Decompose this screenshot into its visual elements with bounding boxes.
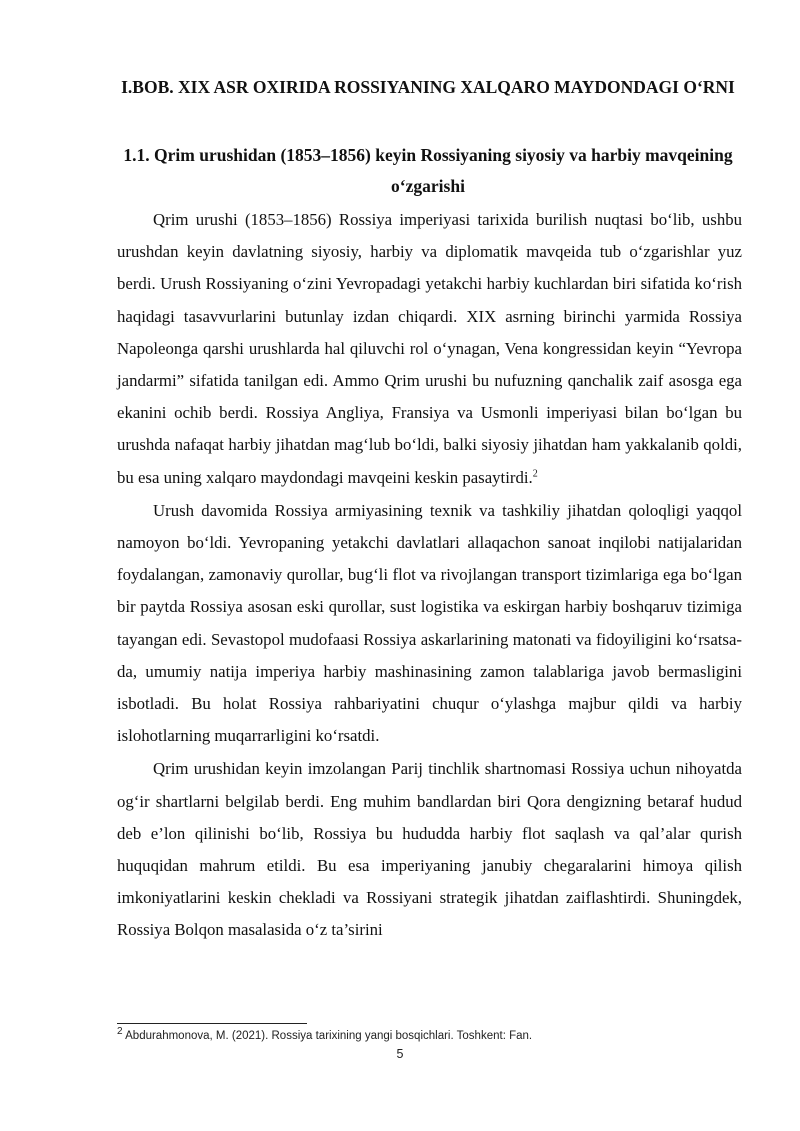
chapter-title: I.BOB. XIX ASR OXIRIDA ROSSIYANING XALQARO MAYDONDAGI O‘RNI <box>121 77 735 97</box>
section-title: 1.1. Qrim urushidan (1853–1856) keyin Rossiyaning siyosiy va harbiy mavqeining o‘zgarishi <box>123 145 733 196</box>
footnote-marker: 2 <box>117 1026 123 1038</box>
body-text <box>117 204 742 947</box>
paragraph-2: Urush davomida Rossiya armiyasining texnik va tashkiliy jihatdan qoloqligi yaqqol namoyon bo‘ldi. Yevropaning yetakchi davlatlari allaqachon sanoat inqilobi natijalaridan foydalangan, zamonaviy qurollar, bug‘li flot va rivojlangan transport tizimlariga ega bo‘lgan bir paytda Rossiya asosan eski qurollar, sust logistika va eskirgan harbiy boshqaruv tizimiga tayangan edi. Sevastopol mudofaasi Rossiya askarlarining matonati va fidoyiligini ko‘rsatsa-da, umumiy natija imperiya harbiy mashinasining zamon talablariga javob bermasligini isbotladi. Bu holat Rossiya rahbariyatini chuqur o‘ylashga majbur qildi va harbiy islohotlarning muqarrarligini ko‘rsatdi. <box>117 500 742 746</box>
footnote-reference[interactable]: 2 <box>532 468 538 480</box>
paragraph-1-text: Qrim urushi (1853–1856) Rossiya imperiyasi tarixida burilish nuqtasi bo‘lib, ushbu urushdan keyin davlatning siyosiy, harbiy va diplomatik mavqeida tub o‘zgarishlar yuz berdi. Urush Rossiyaning o‘zini Yevropadagi yetakchi harbiy kuchlardan biri sifatida ko‘rish haqidagi tasavvurlarini butunlay izdan chiqardi. XIX asrning birinchi yarmida Rossiya Napoleonga qarshi urushlarda hal qiluvchi rol o‘ynagan, Vena kongressidan keyin “Yevropa jandarmi” sifatida tanilgan edi. Ammo Qrim urushi bu nufuzning qanchalik zaif asosga ega ekanini ochib berdi. Rossiya Angliya, Fransiya va Usmonli imperiyasi bilan bo‘lgan bu urushda nafaqat harbiy jihatdan mag‘lub bo‘ldi, balki siyosiy jihatdan ham yakkalanib qoldi, bu esa uning xalqaro maydondagi mavqeini keskin pasaytirdi. <box>117 210 742 487</box>
paragraph-1 <box>117 204 742 494</box>
footnote-separator <box>117 1023 307 1024</box>
footnote <box>117 1026 533 1042</box>
paragraph-3: Qrim urushidan keyin imzolangan Parij tinchlik shartnomasi Rossiya uchun nihoyatda og‘ir shartlarni belgilab berdi. Eng muhim bandlardan biri Qora dengizning betaraf hudud deb e’lon qilinishi bo‘lib, Rossiya bu hududda harbiy flot saqlash va qal’alar qurish huquqidan mahrum etildi. Bu esa imperiyaning janubiy chegaralarini himoya qilish imkoniyatlarini keskin chekladi va Rossiyani strategik jihatdan zaiflashtirdi. Shuningdek, Rossiya Bolqon masalasida o‘z ta’sirini <box>117 759 742 940</box>
footnote-text: Abdurahmonova, M. (2021). Rossiya tarixining yangi bosqichlari. Toshkent: Fan. <box>122 1030 533 1042</box>
page-number: 5 <box>396 1047 404 1061</box>
